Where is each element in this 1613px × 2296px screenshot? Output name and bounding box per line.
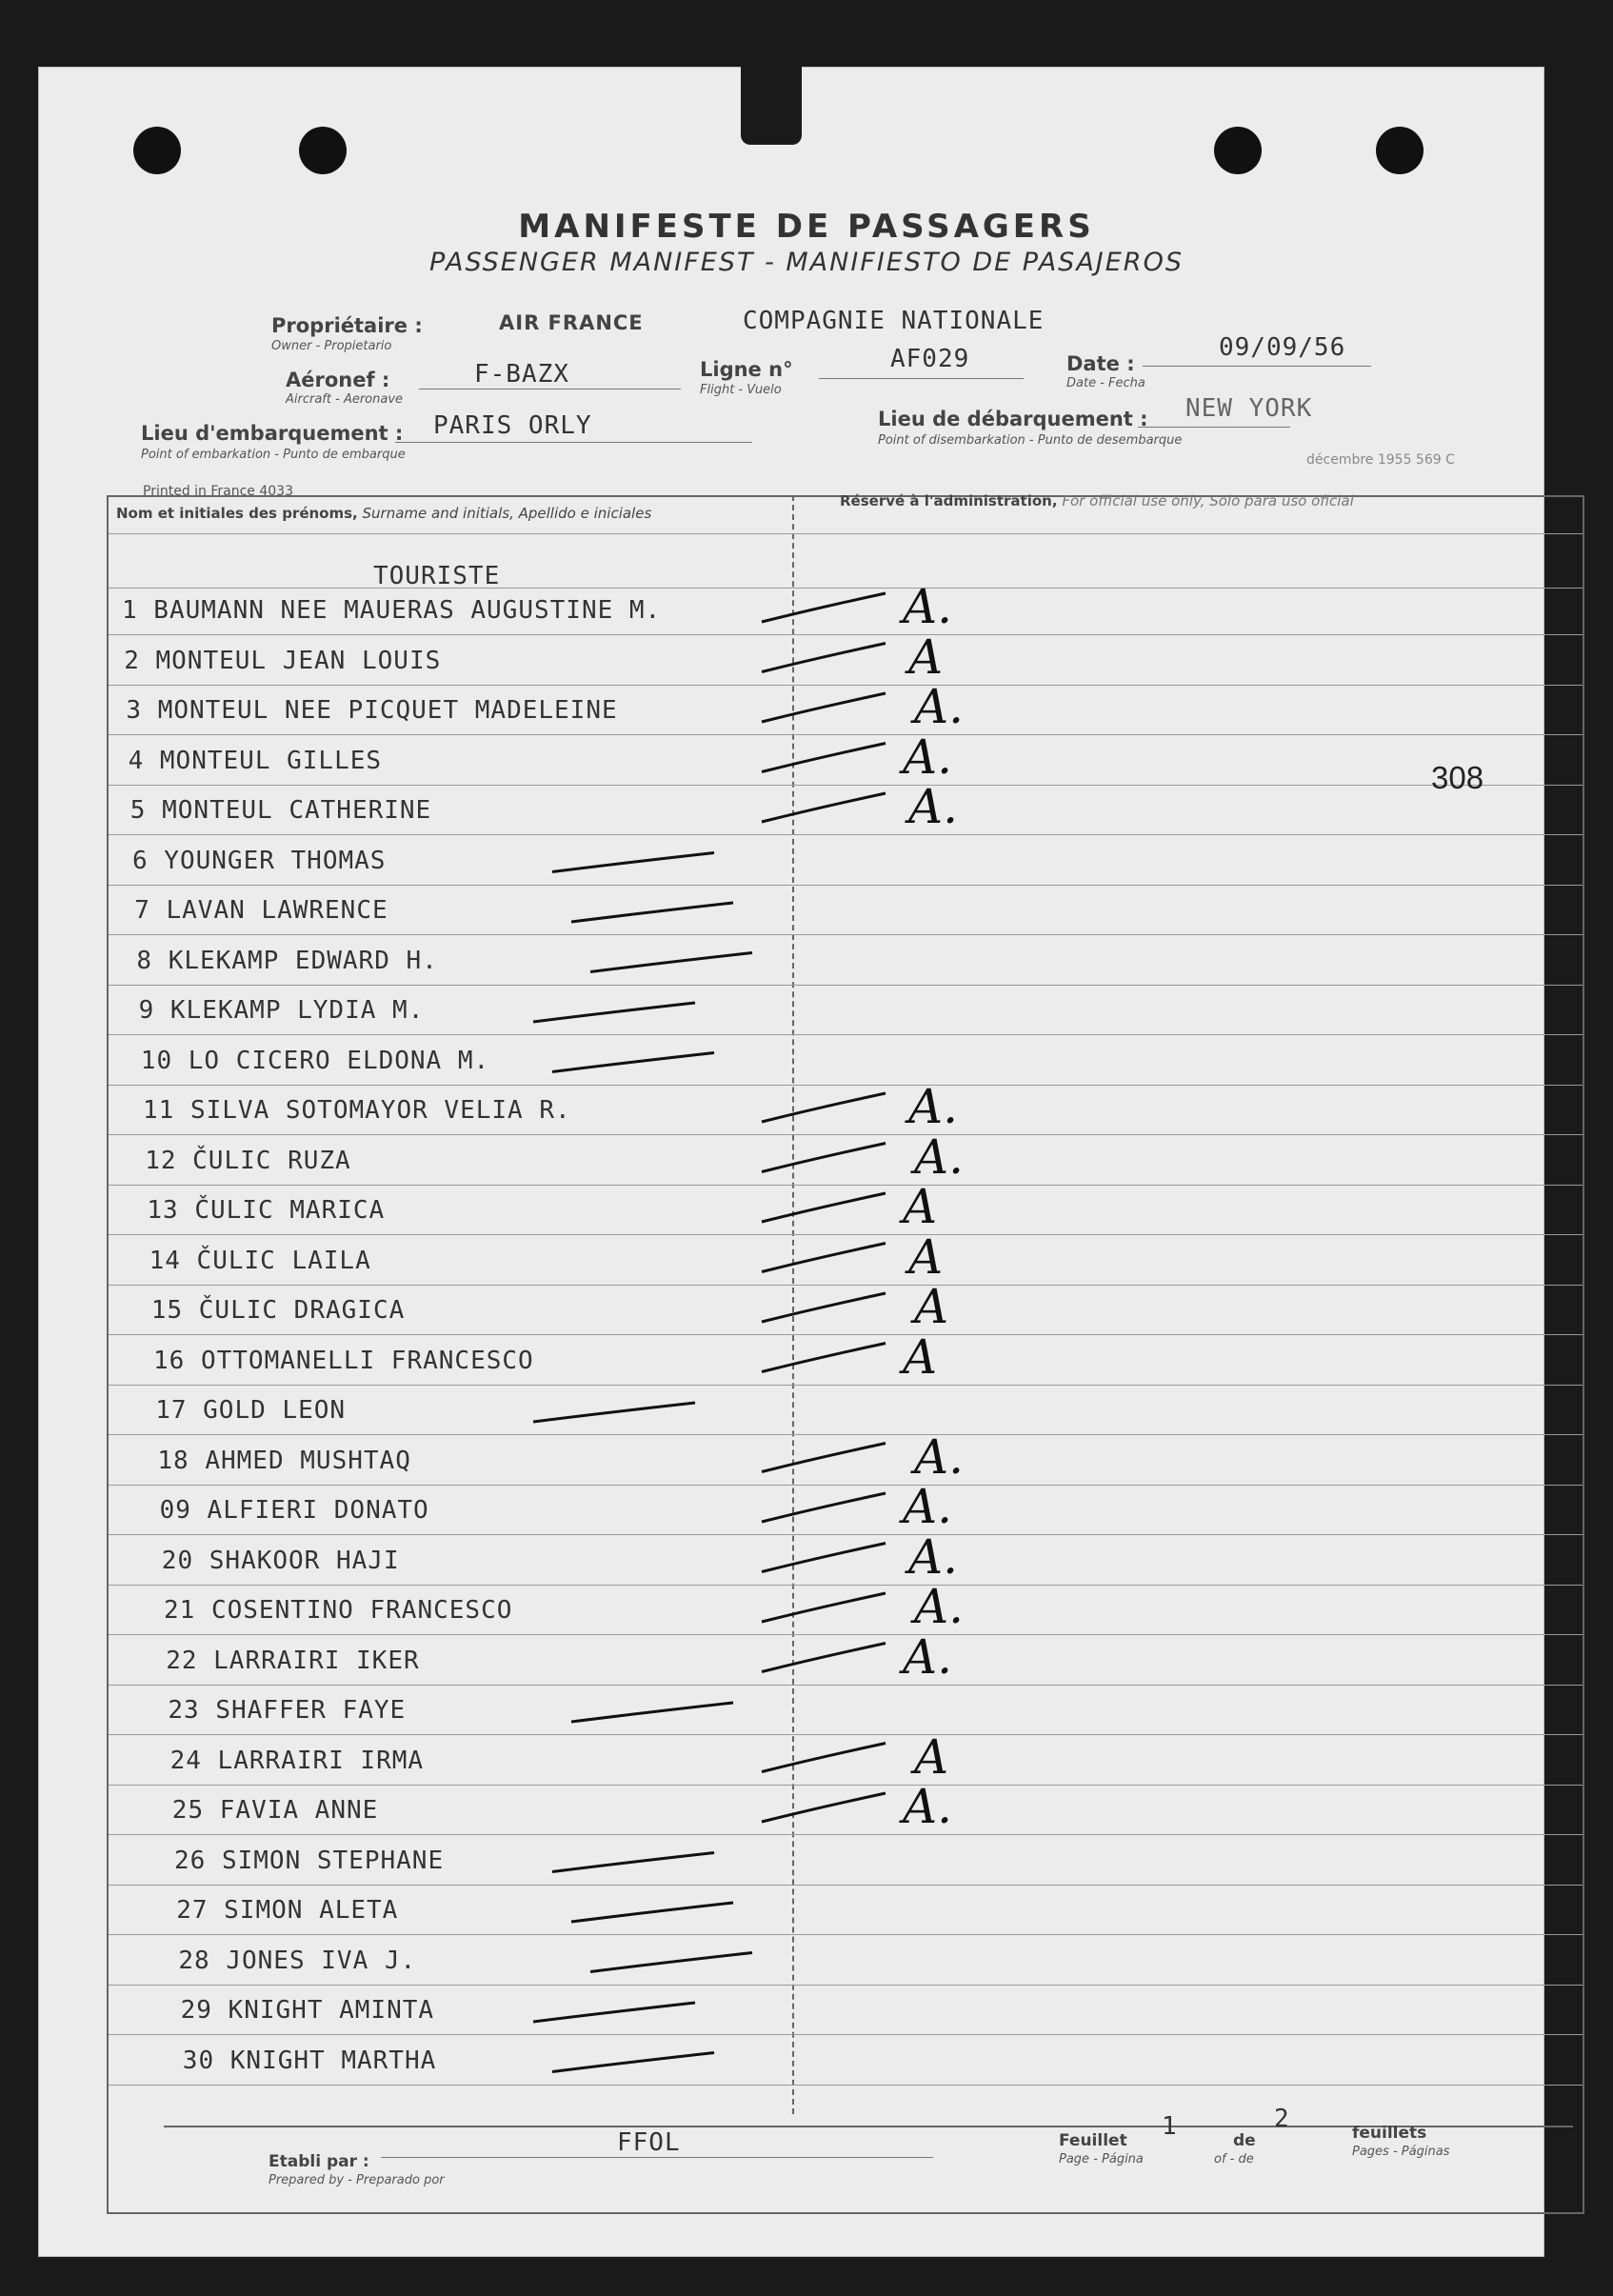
passenger-row: 7 LAVAN LAWRENCE <box>134 896 388 925</box>
admin-mark: A <box>914 1279 949 1334</box>
pen-dash-stroke <box>571 1903 733 1922</box>
passenger-row: 14 ČULIC LAILA <box>149 1246 371 1275</box>
flight-label: Ligne n° <box>700 358 793 381</box>
owner-sub-label: Owner - Propietario <box>271 339 392 353</box>
pen-dash-stroke <box>533 1003 695 1022</box>
pen-check-stroke <box>762 1293 886 1322</box>
passenger-row: 1 BAUMANN NEE MAUERAS AUGUSTINE M. <box>122 596 662 625</box>
passenger-row: 21 COSENTINO FRANCESCO <box>164 1596 513 1625</box>
passenger-row: 28 JONES IVA J. <box>178 1946 417 1975</box>
pen-dash-stroke <box>571 903 733 922</box>
prepared-value: FFOL <box>617 2128 681 2157</box>
category-label: TOURISTE <box>373 562 501 590</box>
passenger-row: 13 ČULIC MARICA <box>147 1196 386 1225</box>
embark-sub-label: Point of embarkation - Punto de embarque <box>141 448 406 462</box>
page-sub-label: Page - Página <box>1059 2152 1144 2166</box>
admin-mark: A. <box>914 679 965 734</box>
passenger-row: 15 ČULIC DRAGICA <box>150 1296 406 1325</box>
admin-mark: A <box>903 1328 938 1385</box>
page-title: MANIFESTE DE PASSAGERS <box>518 208 1095 246</box>
passenger-row: 27 SIMON ALETA <box>176 1896 399 1925</box>
page-subtitle: PASSENGER MANIFEST - MANIFIESTO DE PASAJEROS <box>429 248 1184 277</box>
pen-check-stroke <box>762 693 886 722</box>
admin-mark: A. <box>908 1079 959 1134</box>
page-value: 1 <box>1162 2112 1178 2141</box>
printed-note: Printed in France 4033 <box>143 484 293 499</box>
pen-dash-stroke <box>533 2003 695 2022</box>
passenger-row: 11 SILVA SOTOMAYOR VELIA R. <box>143 1096 571 1125</box>
admin-mark: A <box>908 1228 944 1285</box>
admin-mark: A <box>914 1728 949 1785</box>
pen-dash-stroke <box>552 1053 714 1072</box>
pen-check-stroke <box>762 1644 886 1672</box>
owner-typed: COMPAGNIE NATIONALE <box>743 307 1045 335</box>
pen-check-stroke <box>762 1744 886 1772</box>
admin-mark: A. <box>903 1628 953 1685</box>
flight-sub-label: Flight - Vuelo <box>700 383 782 397</box>
admin-mark: A. <box>903 579 953 634</box>
passenger-row: 3 MONTEUL NEE PICQUET MADELEINE <box>126 696 618 725</box>
passenger-row: 16 OTTOMANELLI FRANCESCO <box>153 1346 534 1375</box>
pen-check-stroke <box>762 1344 886 1372</box>
passenger-row: 09 ALFIERI DONATO <box>159 1496 429 1525</box>
pen-check-stroke <box>762 1193 886 1222</box>
pen-check-stroke <box>762 744 886 772</box>
pen-check-stroke <box>762 1444 886 1472</box>
page-label: Feuillet <box>1059 2131 1127 2150</box>
admin-mark: A. <box>903 729 953 785</box>
owner-value: AIR FRANCE <box>499 311 644 334</box>
admin-mark: A. <box>914 1428 965 1485</box>
decree-note: décembre 1955 569 C <box>1306 452 1455 468</box>
passenger-row: 29 KNIGHT AMINTA <box>180 1996 435 2025</box>
admin-mark: A. <box>903 1779 953 1834</box>
admin-mark: A <box>908 629 944 685</box>
date-value: 09/09/56 <box>1219 333 1346 362</box>
admin-mark: A. <box>914 1128 965 1185</box>
admin-mark: A <box>903 1179 938 1234</box>
sheets-sub-label: Pages - Páginas <box>1352 2145 1450 2159</box>
passenger-row: 30 KNIGHT MARTHA <box>182 2046 437 2075</box>
aircraft-value: F-BAZX <box>474 360 569 389</box>
admin-mark: A. <box>908 1528 959 1585</box>
admin-mark: A. <box>908 779 959 834</box>
passenger-row: 10 LO CICERO ELDONA M. <box>140 1046 490 1075</box>
flight-value: AF029 <box>890 345 970 373</box>
passenger-row: 4 MONTEUL GILLES <box>128 746 383 775</box>
side-number: 308 <box>1431 760 1484 795</box>
pen-check-stroke <box>762 1244 886 1272</box>
pen-dash-stroke <box>552 853 714 872</box>
of-label: de <box>1233 2131 1256 2150</box>
passenger-row: 23 SHAFFER FAYE <box>168 1696 407 1725</box>
col2-header-bold: Réservé à l'administration, <box>840 492 1058 509</box>
passenger-row: 8 KLEKAMP EDWARD H. <box>136 946 438 975</box>
pen-check-stroke <box>762 1144 886 1172</box>
admin-mark: A. <box>903 1479 953 1534</box>
pen-check-stroke <box>762 1493 886 1522</box>
passenger-row: 17 GOLD LEON <box>155 1396 347 1425</box>
passenger-row: 25 FAVIA ANNE <box>171 1796 379 1825</box>
of-sub-label: of - de <box>1214 2152 1254 2166</box>
passenger-row: 24 LARRAIRI IRMA <box>169 1746 425 1775</box>
passenger-row: 9 KLEKAMP LYDIA M. <box>138 996 425 1025</box>
pen-dash-stroke <box>590 953 752 972</box>
pen-check-stroke <box>762 1093 886 1122</box>
passenger-row: 22 LARRAIRI IKER <box>166 1646 420 1675</box>
pen-dash-stroke <box>552 1853 714 1872</box>
owner-label: Propriétaire : <box>271 314 423 337</box>
pen-check-stroke <box>762 644 886 672</box>
pen-check-stroke <box>762 793 886 822</box>
disembark-label: Lieu de débarquement : <box>878 408 1148 430</box>
disembark-value: NEW YORK <box>1185 394 1313 423</box>
passenger-row: 2 MONTEUL JEAN LOUIS <box>124 646 442 675</box>
pen-dash-stroke <box>590 1953 752 1972</box>
pen-dash-stroke <box>552 2053 714 2072</box>
disembark-sub-label: Point of disembarkation - Punto de desembarque <box>878 433 1183 448</box>
admin-mark: A. <box>914 1579 965 1634</box>
prepared-sub-label: Prepared by - Preparado por <box>269 2173 445 2187</box>
passenger-row: 6 YOUNGER THOMAS <box>132 846 387 875</box>
prepared-label: Etabli par : <box>269 2152 369 2171</box>
pen-dash-stroke <box>533 1403 695 1422</box>
passenger-row: 18 AHMED MUSHTAQ <box>157 1446 411 1475</box>
pen-check-stroke <box>762 593 886 622</box>
sheets-label: feuillets <box>1352 2124 1427 2143</box>
prepared-underline <box>381 2157 933 2158</box>
aircraft-sub-label: Aircraft - Aeronave <box>286 392 404 407</box>
date-sub-label: Date - Fecha <box>1066 376 1145 390</box>
date-label: Date : <box>1066 352 1135 375</box>
pen-check-stroke <box>762 1593 886 1622</box>
embark-value: PARIS ORLY <box>433 411 592 440</box>
embark-label: Lieu d'embarquement : <box>141 422 404 445</box>
passenger-row: 26 SIMON STEPHANE <box>174 1846 445 1875</box>
passenger-row: 12 ČULIC RUZA <box>145 1146 351 1175</box>
col1-header-italic: Surname and initials, Apellido e iniciales <box>362 505 652 522</box>
passenger-row: 5 MONTEUL CATHERINE <box>129 796 432 825</box>
col2-header-italic: For official use only, Solo para uso oficial <box>1062 492 1354 509</box>
pen-dash-stroke <box>571 1703 733 1722</box>
total-pages-value: 2 <box>1274 2105 1290 2133</box>
pen-check-stroke <box>762 1544 886 1572</box>
aircraft-label: Aéronef : <box>286 369 390 391</box>
passenger-row: 20 SHAKOOR HAJI <box>161 1546 400 1575</box>
col1-header-bold: Nom et initiales des prénoms, <box>116 505 358 522</box>
pen-check-stroke <box>762 1793 886 1822</box>
